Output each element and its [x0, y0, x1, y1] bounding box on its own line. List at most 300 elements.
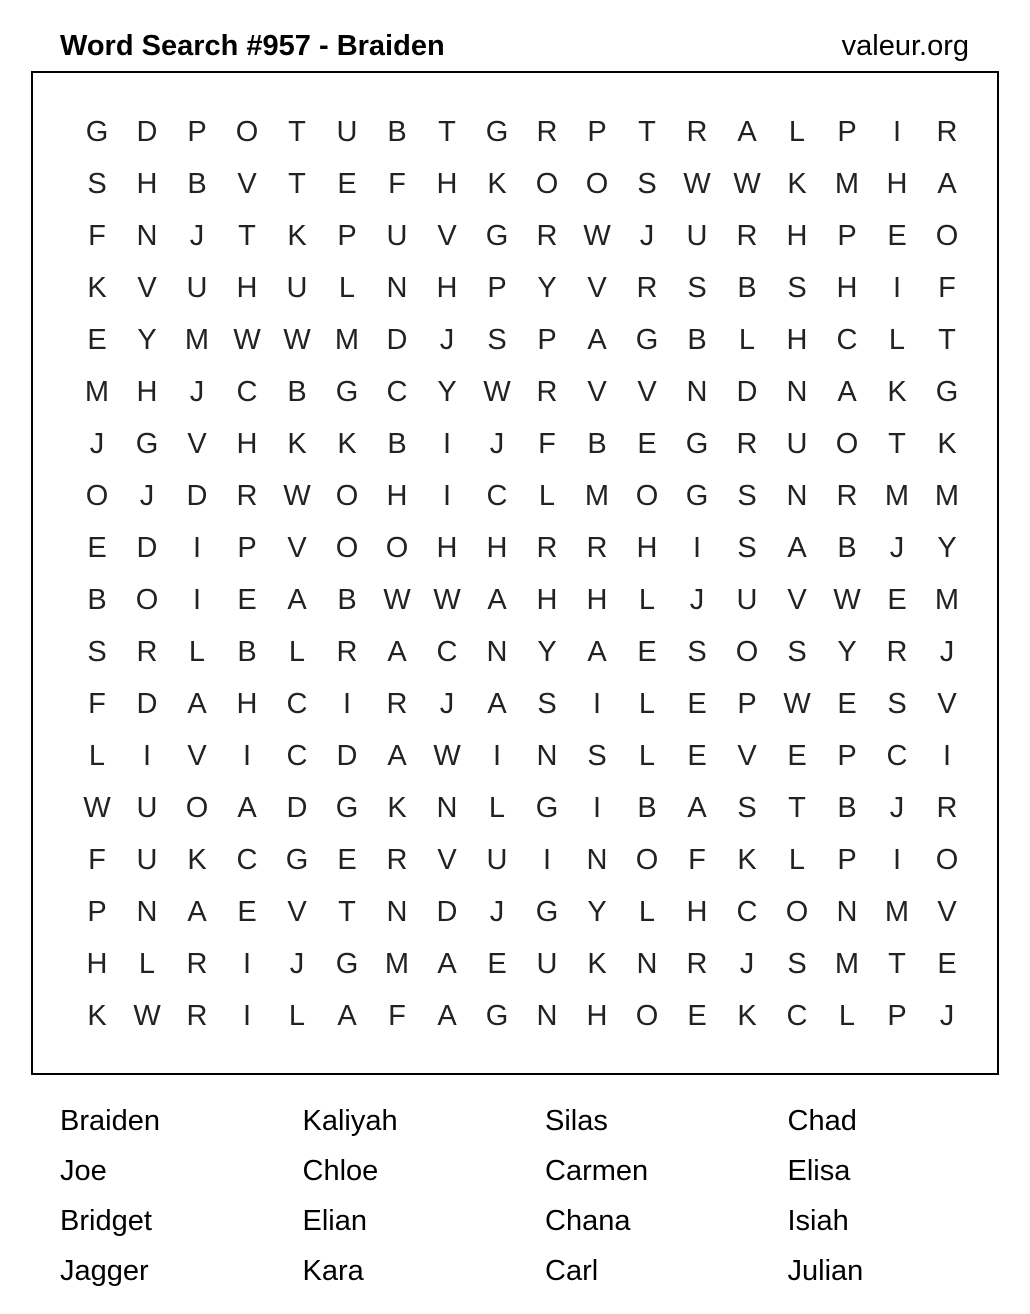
grid-cell[interactable]: E: [237, 584, 257, 616]
grid-cell[interactable]: L: [288, 636, 306, 668]
grid-cell[interactable]: V: [937, 896, 957, 928]
grid-cell[interactable]: Y: [437, 376, 457, 408]
grid-cell[interactable]: H: [686, 896, 708, 928]
grid-cell[interactable]: O: [585, 168, 609, 200]
grid-cell[interactable]: L: [338, 272, 356, 304]
grid-cell[interactable]: U: [686, 220, 708, 252]
grid-cell[interactable]: T: [938, 324, 956, 356]
grid-cell[interactable]: S: [887, 688, 907, 720]
grid-cell[interactable]: L: [788, 116, 806, 148]
grid-cell[interactable]: R: [186, 948, 208, 980]
grid-cell[interactable]: J: [439, 688, 455, 720]
grid-cell[interactable]: W: [433, 740, 461, 772]
grid-cell[interactable]: K: [87, 1000, 107, 1032]
grid-cell[interactable]: U: [136, 844, 158, 876]
grid-cell[interactable]: N: [136, 896, 158, 928]
grid-cell[interactable]: H: [586, 1000, 608, 1032]
grid-cell[interactable]: W: [733, 168, 761, 200]
grid-cell[interactable]: N: [536, 740, 558, 772]
grid-cell[interactable]: V: [587, 272, 607, 304]
grid-cell[interactable]: I: [492, 740, 502, 772]
grid-cell[interactable]: H: [536, 584, 558, 616]
grid-cell[interactable]: M: [834, 168, 860, 200]
grid-cell[interactable]: H: [386, 480, 408, 512]
grid-cell[interactable]: C: [436, 636, 458, 668]
grid-cell[interactable]: R: [336, 636, 358, 668]
grid-cell[interactable]: I: [892, 272, 902, 304]
grid-cell[interactable]: T: [288, 116, 306, 148]
grid-cell[interactable]: A: [437, 948, 457, 980]
grid-cell[interactable]: F: [938, 272, 956, 304]
grid-cell[interactable]: R: [836, 480, 858, 512]
grid-cell[interactable]: L: [788, 844, 806, 876]
grid-cell[interactable]: Y: [537, 636, 557, 668]
grid-cell[interactable]: N: [386, 272, 408, 304]
grid-cell[interactable]: A: [387, 740, 407, 772]
grid-cell[interactable]: A: [587, 324, 607, 356]
grid-cell[interactable]: T: [238, 220, 256, 252]
grid-cell[interactable]: R: [886, 636, 908, 668]
grid-cell[interactable]: C: [236, 844, 258, 876]
grid-cell[interactable]: E: [487, 948, 507, 980]
grid-cell[interactable]: O: [85, 480, 109, 512]
grid-cell[interactable]: H: [436, 168, 458, 200]
grid-cell[interactable]: S: [487, 324, 507, 356]
grid-cell[interactable]: R: [936, 792, 958, 824]
grid-cell[interactable]: L: [638, 896, 656, 928]
grid-cell[interactable]: R: [186, 1000, 208, 1032]
grid-cell[interactable]: J: [189, 376, 205, 408]
grid-cell[interactable]: H: [436, 272, 458, 304]
grid-cell[interactable]: S: [87, 636, 107, 668]
grid-cell[interactable]: F: [688, 844, 706, 876]
grid-cell[interactable]: W: [83, 792, 111, 824]
grid-cell[interactable]: I: [192, 532, 202, 564]
grid-cell[interactable]: P: [737, 688, 757, 720]
grid-cell[interactable]: P: [87, 896, 107, 928]
grid-cell[interactable]: W: [683, 168, 711, 200]
grid-cell[interactable]: G: [135, 428, 159, 460]
grid-cell[interactable]: I: [892, 844, 902, 876]
grid-cell[interactable]: V: [237, 168, 257, 200]
grid-cell[interactable]: O: [735, 636, 759, 668]
grid-cell[interactable]: R: [136, 636, 158, 668]
grid-cell[interactable]: M: [884, 480, 910, 512]
grid-cell[interactable]: H: [136, 168, 158, 200]
grid-cell[interactable]: M: [834, 948, 860, 980]
grid-cell[interactable]: S: [587, 740, 607, 772]
grid-cell[interactable]: W: [233, 324, 261, 356]
grid-cell[interactable]: G: [535, 896, 559, 928]
grid-cell[interactable]: H: [236, 688, 258, 720]
grid-cell[interactable]: V: [937, 688, 957, 720]
grid-cell[interactable]: B: [337, 584, 357, 616]
grid-cell[interactable]: A: [737, 116, 757, 148]
grid-cell[interactable]: M: [934, 480, 960, 512]
grid-cell[interactable]: W: [783, 688, 811, 720]
grid-cell[interactable]: L: [638, 740, 656, 772]
grid-cell[interactable]: B: [837, 792, 857, 824]
grid-cell[interactable]: R: [736, 428, 758, 460]
grid-cell[interactable]: P: [537, 324, 557, 356]
grid-cell[interactable]: S: [87, 168, 107, 200]
grid-cell[interactable]: U: [186, 272, 208, 304]
grid-cell[interactable]: N: [786, 480, 808, 512]
grid-cell[interactable]: V: [287, 532, 307, 564]
grid-cell[interactable]: R: [736, 220, 758, 252]
grid-cell[interactable]: A: [587, 636, 607, 668]
grid-cell[interactable]: U: [136, 792, 158, 824]
grid-cell[interactable]: I: [442, 428, 452, 460]
grid-cell[interactable]: N: [486, 636, 508, 668]
grid-cell[interactable]: B: [237, 636, 257, 668]
grid-cell[interactable]: E: [637, 428, 657, 460]
grid-cell[interactable]: V: [587, 376, 607, 408]
grid-cell[interactable]: T: [888, 428, 906, 460]
grid-cell[interactable]: G: [685, 480, 709, 512]
grid-cell[interactable]: K: [887, 376, 907, 408]
grid-cell[interactable]: H: [586, 584, 608, 616]
grid-cell[interactable]: L: [838, 1000, 856, 1032]
grid-cell[interactable]: A: [487, 688, 507, 720]
grid-cell[interactable]: L: [888, 324, 906, 356]
grid-cell[interactable]: I: [192, 584, 202, 616]
grid-cell[interactable]: E: [687, 1000, 707, 1032]
grid-cell[interactable]: S: [637, 168, 657, 200]
grid-cell[interactable]: P: [837, 844, 857, 876]
grid-cell[interactable]: H: [486, 532, 508, 564]
grid-cell[interactable]: Y: [587, 896, 607, 928]
grid-cell[interactable]: O: [535, 168, 559, 200]
grid-cell[interactable]: M: [884, 896, 910, 928]
grid-cell[interactable]: O: [935, 844, 959, 876]
grid-cell[interactable]: S: [737, 532, 757, 564]
grid-cell[interactable]: I: [242, 1000, 252, 1032]
grid-cell[interactable]: T: [438, 116, 456, 148]
grid-cell[interactable]: W: [383, 584, 411, 616]
grid-cell[interactable]: F: [88, 688, 106, 720]
grid-cell[interactable]: N: [436, 792, 458, 824]
grid-cell[interactable]: K: [937, 428, 957, 460]
grid-cell[interactable]: J: [189, 220, 205, 252]
grid-cell[interactable]: B: [387, 428, 407, 460]
grid-cell[interactable]: G: [635, 324, 659, 356]
grid-cell[interactable]: P: [237, 532, 257, 564]
grid-cell[interactable]: V: [137, 272, 157, 304]
grid-cell[interactable]: N: [586, 844, 608, 876]
grid-cell[interactable]: C: [786, 1000, 808, 1032]
grid-cell[interactable]: H: [886, 168, 908, 200]
grid-cell[interactable]: D: [286, 792, 308, 824]
grid-cell[interactable]: H: [236, 428, 258, 460]
grid-cell[interactable]: R: [536, 220, 558, 252]
grid-cell[interactable]: A: [687, 792, 707, 824]
grid-cell[interactable]: M: [334, 324, 360, 356]
grid-cell[interactable]: C: [236, 376, 258, 408]
grid-cell[interactable]: N: [386, 896, 408, 928]
grid-cell[interactable]: S: [687, 272, 707, 304]
grid-cell[interactable]: R: [386, 844, 408, 876]
grid-cell[interactable]: O: [335, 532, 359, 564]
grid-cell[interactable]: J: [739, 948, 755, 980]
grid-cell[interactable]: O: [935, 220, 959, 252]
grid-cell[interactable]: P: [837, 116, 857, 148]
grid-cell[interactable]: W: [833, 584, 861, 616]
grid-cell[interactable]: I: [342, 688, 352, 720]
grid-cell[interactable]: E: [837, 688, 857, 720]
grid-cell[interactable]: K: [487, 168, 507, 200]
grid-cell[interactable]: H: [86, 948, 108, 980]
grid-cell[interactable]: E: [337, 844, 357, 876]
grid-cell[interactable]: J: [289, 948, 305, 980]
grid-cell[interactable]: H: [786, 324, 808, 356]
grid-cell[interactable]: E: [887, 584, 907, 616]
grid-cell[interactable]: B: [837, 532, 857, 564]
grid-cell[interactable]: G: [485, 1000, 509, 1032]
grid-cell[interactable]: K: [87, 272, 107, 304]
grid-cell[interactable]: I: [892, 116, 902, 148]
grid-cell[interactable]: M: [384, 948, 410, 980]
grid-cell[interactable]: V: [287, 896, 307, 928]
grid-cell[interactable]: L: [638, 688, 656, 720]
grid-cell[interactable]: U: [536, 948, 558, 980]
grid-cell[interactable]: J: [889, 532, 905, 564]
grid-cell[interactable]: J: [439, 324, 455, 356]
grid-cell[interactable]: W: [583, 220, 611, 252]
grid-cell[interactable]: N: [536, 1000, 558, 1032]
grid-cell[interactable]: V: [787, 584, 807, 616]
grid-cell[interactable]: A: [237, 792, 257, 824]
grid-cell[interactable]: K: [587, 948, 607, 980]
grid-cell[interactable]: W: [433, 584, 461, 616]
grid-cell[interactable]: W: [283, 480, 311, 512]
grid-cell[interactable]: K: [387, 792, 407, 824]
grid-cell[interactable]: J: [139, 480, 155, 512]
grid-cell[interactable]: T: [638, 116, 656, 148]
grid-cell[interactable]: P: [887, 1000, 907, 1032]
grid-cell[interactable]: K: [787, 168, 807, 200]
grid-cell[interactable]: T: [338, 896, 356, 928]
grid-cell[interactable]: R: [686, 948, 708, 980]
grid-cell[interactable]: W: [283, 324, 311, 356]
grid-cell[interactable]: P: [837, 740, 857, 772]
grid-cell[interactable]: S: [787, 272, 807, 304]
grid-cell[interactable]: G: [85, 116, 109, 148]
grid-cell[interactable]: I: [692, 532, 702, 564]
grid-cell[interactable]: T: [888, 948, 906, 980]
grid-cell[interactable]: F: [88, 220, 106, 252]
grid-cell[interactable]: M: [84, 376, 110, 408]
grid-cell[interactable]: I: [242, 740, 252, 772]
grid-cell[interactable]: A: [437, 1000, 457, 1032]
grid-cell[interactable]: U: [486, 844, 508, 876]
grid-cell[interactable]: Y: [137, 324, 157, 356]
grid-cell[interactable]: B: [737, 272, 757, 304]
grid-cell[interactable]: Y: [837, 636, 857, 668]
grid-cell[interactable]: O: [785, 896, 809, 928]
grid-cell[interactable]: I: [142, 740, 152, 772]
grid-cell[interactable]: A: [487, 584, 507, 616]
grid-cell[interactable]: J: [939, 1000, 955, 1032]
grid-cell[interactable]: K: [737, 1000, 757, 1032]
grid-cell[interactable]: A: [337, 1000, 357, 1032]
grid-cell[interactable]: G: [935, 376, 959, 408]
grid-cell[interactable]: R: [236, 480, 258, 512]
grid-cell[interactable]: U: [386, 220, 408, 252]
grid-cell[interactable]: K: [287, 428, 307, 460]
grid-cell[interactable]: Y: [537, 272, 557, 304]
grid-cell[interactable]: S: [737, 792, 757, 824]
grid-cell[interactable]: A: [187, 688, 207, 720]
grid-cell[interactable]: O: [385, 532, 409, 564]
grid-cell[interactable]: I: [242, 948, 252, 980]
grid-cell[interactable]: A: [937, 168, 957, 200]
grid-cell[interactable]: K: [187, 844, 207, 876]
grid-cell[interactable]: L: [138, 948, 156, 980]
grid-cell[interactable]: F: [388, 1000, 406, 1032]
grid-cell[interactable]: C: [736, 896, 758, 928]
grid-cell[interactable]: G: [485, 116, 509, 148]
grid-cell[interactable]: C: [836, 324, 858, 356]
grid-cell[interactable]: G: [685, 428, 709, 460]
grid-cell[interactable]: A: [187, 896, 207, 928]
grid-cell[interactable]: E: [87, 324, 107, 356]
grid-cell[interactable]: D: [136, 532, 158, 564]
grid-cell[interactable]: G: [535, 792, 559, 824]
grid-cell[interactable]: E: [687, 740, 707, 772]
grid-cell[interactable]: J: [89, 428, 105, 460]
grid-cell[interactable]: R: [936, 116, 958, 148]
grid-cell[interactable]: I: [592, 688, 602, 720]
grid-cell[interactable]: P: [837, 220, 857, 252]
grid-cell[interactable]: L: [88, 740, 106, 772]
grid-cell[interactable]: V: [737, 740, 757, 772]
grid-cell[interactable]: O: [235, 116, 259, 148]
grid-cell[interactable]: H: [236, 272, 258, 304]
grid-cell[interactable]: R: [536, 116, 558, 148]
grid-cell[interactable]: M: [184, 324, 210, 356]
grid-cell[interactable]: K: [737, 844, 757, 876]
grid-cell[interactable]: E: [87, 532, 107, 564]
grid-cell[interactable]: A: [837, 376, 857, 408]
grid-cell[interactable]: B: [287, 376, 307, 408]
grid-cell[interactable]: Y: [937, 532, 957, 564]
grid-cell[interactable]: L: [738, 324, 756, 356]
grid-cell[interactable]: B: [687, 324, 707, 356]
grid-cell[interactable]: B: [637, 792, 657, 824]
grid-cell[interactable]: J: [689, 584, 705, 616]
grid-cell[interactable]: J: [489, 896, 505, 928]
grid-cell[interactable]: V: [637, 376, 657, 408]
grid-cell[interactable]: D: [136, 688, 158, 720]
grid-cell[interactable]: D: [136, 116, 158, 148]
grid-cell[interactable]: P: [487, 272, 507, 304]
grid-cell[interactable]: U: [736, 584, 758, 616]
grid-cell[interactable]: P: [187, 116, 207, 148]
grid-cell[interactable]: L: [638, 584, 656, 616]
grid-cell[interactable]: E: [687, 688, 707, 720]
grid-cell[interactable]: A: [287, 584, 307, 616]
grid-cell[interactable]: O: [335, 480, 359, 512]
grid-cell[interactable]: W: [133, 1000, 161, 1032]
grid-cell[interactable]: E: [787, 740, 807, 772]
grid-cell[interactable]: B: [387, 116, 407, 148]
grid-cell[interactable]: P: [587, 116, 607, 148]
grid-cell[interactable]: M: [934, 584, 960, 616]
grid-cell[interactable]: R: [636, 272, 658, 304]
grid-cell[interactable]: O: [185, 792, 209, 824]
grid-cell[interactable]: P: [337, 220, 357, 252]
grid-cell[interactable]: A: [387, 636, 407, 668]
grid-cell[interactable]: S: [687, 636, 707, 668]
grid-cell[interactable]: O: [635, 480, 659, 512]
grid-cell[interactable]: I: [592, 792, 602, 824]
grid-cell[interactable]: G: [335, 792, 359, 824]
grid-cell[interactable]: S: [787, 948, 807, 980]
grid-cell[interactable]: N: [786, 376, 808, 408]
grid-cell[interactable]: J: [939, 636, 955, 668]
grid-cell[interactable]: R: [536, 532, 558, 564]
grid-cell[interactable]: I: [942, 740, 952, 772]
grid-cell[interactable]: N: [836, 896, 858, 928]
grid-cell[interactable]: R: [686, 116, 708, 148]
grid-cell[interactable]: V: [437, 844, 457, 876]
grid-cell[interactable]: H: [436, 532, 458, 564]
grid-cell[interactable]: C: [286, 688, 308, 720]
grid-cell[interactable]: H: [636, 532, 658, 564]
grid-cell[interactable]: E: [237, 896, 257, 928]
grid-cell[interactable]: G: [335, 376, 359, 408]
grid-cell[interactable]: V: [187, 740, 207, 772]
grid-cell[interactable]: C: [886, 740, 908, 772]
grid-cell[interactable]: H: [836, 272, 858, 304]
grid-cell[interactable]: G: [335, 948, 359, 980]
grid-cell[interactable]: B: [587, 428, 607, 460]
grid-cell[interactable]: O: [635, 1000, 659, 1032]
grid-cell[interactable]: R: [386, 688, 408, 720]
grid-cell[interactable]: N: [636, 948, 658, 980]
grid-cell[interactable]: G: [285, 844, 309, 876]
grid-cell[interactable]: L: [288, 1000, 306, 1032]
grid-cell[interactable]: J: [889, 792, 905, 824]
grid-cell[interactable]: C: [386, 376, 408, 408]
grid-cell[interactable]: G: [485, 220, 509, 252]
grid-cell[interactable]: T: [288, 168, 306, 200]
grid-cell[interactable]: H: [786, 220, 808, 252]
grid-cell[interactable]: E: [337, 168, 357, 200]
grid-cell[interactable]: U: [336, 116, 358, 148]
grid-cell[interactable]: O: [835, 428, 859, 460]
grid-cell[interactable]: B: [87, 584, 107, 616]
grid-cell[interactable]: M: [584, 480, 610, 512]
grid-cell[interactable]: V: [437, 220, 457, 252]
grid-cell[interactable]: O: [635, 844, 659, 876]
grid-cell[interactable]: L: [538, 480, 556, 512]
grid-cell[interactable]: H: [136, 376, 158, 408]
grid-cell[interactable]: D: [336, 740, 358, 772]
grid-cell[interactable]: U: [286, 272, 308, 304]
grid-cell[interactable]: O: [135, 584, 159, 616]
grid-cell[interactable]: J: [489, 428, 505, 460]
grid-cell[interactable]: S: [787, 636, 807, 668]
grid-cell[interactable]: D: [436, 896, 458, 928]
grid-cell[interactable]: B: [187, 168, 207, 200]
grid-cell[interactable]: F: [88, 844, 106, 876]
grid-cell[interactable]: I: [542, 844, 552, 876]
grid-cell[interactable]: E: [937, 948, 957, 980]
grid-cell[interactable]: V: [187, 428, 207, 460]
grid-cell[interactable]: K: [287, 220, 307, 252]
